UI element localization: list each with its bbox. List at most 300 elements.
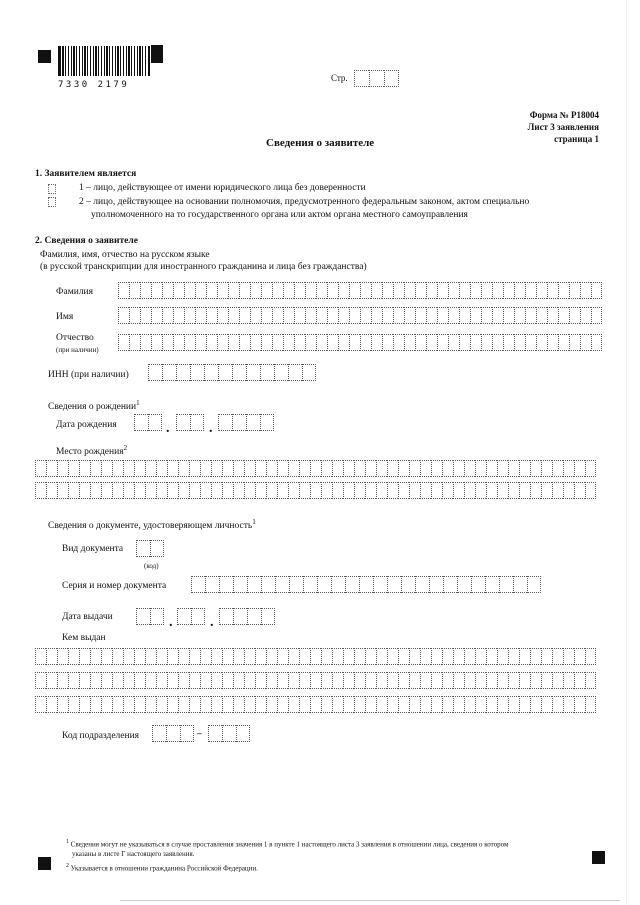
input-cell[interactable] [508,482,519,499]
input-cell[interactable] [156,648,167,665]
inn-field[interactable] [148,364,316,381]
input-cell[interactable] [129,282,140,299]
input-cell[interactable] [591,307,602,324]
input-cell[interactable] [222,648,233,665]
input-cell[interactable] [266,460,277,477]
input-cell[interactable] [481,334,492,351]
input-cell[interactable] [393,334,404,351]
input-cell[interactable] [46,482,57,499]
input-cell[interactable] [387,576,401,593]
input-cell[interactable] [464,696,475,713]
input-cell[interactable] [387,460,398,477]
input-cell[interactable] [305,307,316,324]
input-cell[interactable] [90,696,101,713]
input-cell[interactable] [519,696,530,713]
input-cell[interactable] [288,364,302,381]
input-cell[interactable] [35,696,46,713]
input-cell[interactable] [299,460,310,477]
input-cell[interactable] [260,364,274,381]
input-cell[interactable] [90,672,101,689]
input-cell[interactable] [294,334,305,351]
input-cell[interactable] [236,725,250,742]
input-cell[interactable] [503,282,514,299]
input-cell[interactable] [345,576,359,593]
input-cell[interactable] [166,725,180,742]
input-cell[interactable] [527,576,541,593]
input-cell[interactable] [437,282,448,299]
input-cell[interactable] [492,282,503,299]
input-cell[interactable] [426,307,437,324]
input-cell[interactable] [321,460,332,477]
input-cell[interactable] [250,307,261,324]
input-cell[interactable] [303,576,317,593]
input-cell[interactable] [376,696,387,713]
input-cell[interactable] [217,334,228,351]
input-cell[interactable] [211,648,222,665]
doc-series-field[interactable] [191,576,541,593]
input-cell[interactable] [189,672,200,689]
input-cell[interactable] [195,282,206,299]
input-cell[interactable] [156,460,167,477]
input-cell[interactable] [190,414,204,431]
input-cell[interactable] [349,334,360,351]
input-cell[interactable] [429,576,443,593]
input-cell[interactable] [173,334,184,351]
input-cell[interactable] [136,540,150,557]
input-cell[interactable] [530,696,541,713]
input-cell[interactable] [415,307,426,324]
input-cell[interactable] [261,307,272,324]
input-cell[interactable] [178,460,189,477]
input-cell[interactable] [536,334,547,351]
input-cell[interactable] [101,460,112,477]
input-cell[interactable] [299,482,310,499]
input-cell[interactable] [585,482,596,499]
input-cell[interactable] [233,672,244,689]
input-cell[interactable] [195,334,206,351]
input-cell[interactable] [112,460,123,477]
input-cell[interactable] [486,460,497,477]
input-cell[interactable] [232,364,246,381]
input-cell[interactable] [569,334,580,351]
input-cell[interactable] [162,282,173,299]
input-cell[interactable] [453,696,464,713]
input-cell[interactable] [184,334,195,351]
input-cell[interactable] [453,648,464,665]
input-cell[interactable] [162,334,173,351]
input-cell[interactable] [261,576,275,593]
input-cell[interactable] [475,648,486,665]
input-cell[interactable] [471,576,485,593]
input-cell[interactable] [228,307,239,324]
input-cell[interactable] [541,460,552,477]
input-cell[interactable] [217,307,228,324]
input-cell[interactable] [470,334,481,351]
input-cell[interactable] [580,307,591,324]
input-cell[interactable] [525,307,536,324]
input-cell[interactable] [541,696,552,713]
input-cell[interactable] [211,482,222,499]
input-cell[interactable] [167,672,178,689]
input-cell[interactable] [112,482,123,499]
input-cell[interactable] [563,482,574,499]
option1-checkbox[interactable] [48,184,56,194]
birth-place-field-row2[interactable] [35,482,596,499]
input-cell[interactable] [233,482,244,499]
input-cell[interactable] [246,364,260,381]
input-cell[interactable] [552,696,563,713]
issued-by-field-row3[interactable] [35,696,596,713]
input-cell[interactable] [360,282,371,299]
input-cell[interactable] [481,307,492,324]
input-cell[interactable] [178,672,189,689]
input-cell[interactable] [266,482,277,499]
input-cell[interactable] [464,482,475,499]
input-cell[interactable] [250,282,261,299]
input-cell[interactable] [200,672,211,689]
input-cell[interactable] [563,460,574,477]
input-cell[interactable] [145,696,156,713]
input-cell[interactable] [101,696,112,713]
patronymic-field[interactable] [118,334,602,351]
input-cell[interactable] [492,307,503,324]
input-cell[interactable] [409,696,420,713]
input-cell[interactable] [123,482,134,499]
input-cell[interactable] [218,414,232,431]
input-cell[interactable] [277,648,288,665]
input-cell[interactable] [359,576,373,593]
input-cell[interactable] [563,696,574,713]
input-cell[interactable] [310,460,321,477]
input-cell[interactable] [343,672,354,689]
input-cell[interactable] [354,648,365,665]
input-cell[interactable] [134,482,145,499]
input-cell[interactable] [184,282,195,299]
input-cell[interactable] [272,334,283,351]
input-cell[interactable] [283,334,294,351]
input-cell[interactable] [464,460,475,477]
input-cell[interactable] [354,672,365,689]
input-cell[interactable] [118,334,129,351]
input-cell[interactable] [173,282,184,299]
input-cell[interactable] [46,648,57,665]
doc-type-field[interactable] [136,540,164,557]
input-cell[interactable] [499,576,513,593]
input-cell[interactable] [343,648,354,665]
input-cell[interactable] [508,696,519,713]
input-cell[interactable] [360,334,371,351]
input-cell[interactable] [349,307,360,324]
input-cell[interactable] [508,460,519,477]
input-cell[interactable] [255,648,266,665]
input-cell[interactable] [525,334,536,351]
input-cell[interactable] [244,482,255,499]
issue-day-field[interactable] [136,608,164,625]
input-cell[interactable] [233,576,247,593]
input-cell[interactable] [150,608,164,625]
input-cell[interactable] [574,482,585,499]
input-cell[interactable] [148,414,162,431]
input-cell[interactable] [530,648,541,665]
input-cell[interactable] [246,414,260,431]
input-cell[interactable] [68,648,79,665]
input-cell[interactable] [79,648,90,665]
input-cell[interactable] [552,648,563,665]
input-cell[interactable] [222,696,233,713]
input-cell[interactable] [195,307,206,324]
input-cell[interactable] [206,334,217,351]
input-cell[interactable] [420,696,431,713]
input-cell[interactable] [288,482,299,499]
input-cell[interactable] [437,307,448,324]
input-cell[interactable] [492,334,503,351]
input-cell[interactable] [332,648,343,665]
input-cell[interactable] [470,282,481,299]
input-cell[interactable] [274,364,288,381]
input-cell[interactable] [591,334,602,351]
input-cell[interactable] [415,334,426,351]
input-cell[interactable] [162,307,173,324]
input-cell[interactable] [145,672,156,689]
input-cell[interactable] [497,648,508,665]
input-cell[interactable] [123,648,134,665]
input-cell[interactable] [453,460,464,477]
input-cell[interactable] [180,725,194,742]
input-cell[interactable] [327,282,338,299]
input-cell[interactable] [189,460,200,477]
input-cell[interactable] [211,696,222,713]
input-cell[interactable] [420,648,431,665]
input-cell[interactable] [497,460,508,477]
input-cell[interactable] [299,648,310,665]
input-cell[interactable] [398,648,409,665]
input-cell[interactable] [443,576,457,593]
input-cell[interactable] [519,482,530,499]
input-cell[interactable] [431,696,442,713]
input-cell[interactable] [448,307,459,324]
input-cell[interactable] [46,672,57,689]
input-cell[interactable] [420,460,431,477]
input-cell[interactable] [519,460,530,477]
input-cell[interactable] [184,307,195,324]
input-cell[interactable] [426,282,437,299]
input-cell[interactable] [547,307,558,324]
input-cell[interactable] [442,696,453,713]
input-cell[interactable] [68,672,79,689]
surname-field[interactable] [118,282,602,299]
input-cell[interactable] [503,334,514,351]
input-cell[interactable] [513,576,527,593]
input-cell[interactable] [409,648,420,665]
input-cell[interactable] [200,482,211,499]
input-cell[interactable] [239,307,250,324]
input-cell[interactable] [365,696,376,713]
input-cell[interactable] [156,672,167,689]
input-cell[interactable] [134,696,145,713]
input-cell[interactable] [260,414,274,431]
input-cell[interactable] [57,696,68,713]
input-cell[interactable] [409,672,420,689]
input-cell[interactable] [189,696,200,713]
input-cell[interactable] [289,576,303,593]
input-cell[interactable] [459,307,470,324]
input-cell[interactable] [398,482,409,499]
birth-year-field[interactable] [218,414,274,431]
input-cell[interactable] [574,460,585,477]
input-cell[interactable] [206,282,217,299]
input-cell[interactable] [354,482,365,499]
input-cell[interactable] [415,282,426,299]
input-cell[interactable] [206,307,217,324]
input-cell[interactable] [365,460,376,477]
input-cell[interactable] [563,672,574,689]
input-cell[interactable] [173,307,184,324]
input-cell[interactable] [167,460,178,477]
input-cell[interactable] [475,460,486,477]
input-cell[interactable] [431,648,442,665]
input-cell[interactable] [266,672,277,689]
input-cell[interactable] [321,672,332,689]
input-cell[interactable] [310,648,321,665]
input-cell[interactable] [409,460,420,477]
input-cell[interactable] [310,482,321,499]
option2-checkbox[interactable] [48,197,56,207]
input-cell[interactable] [459,282,470,299]
input-cell[interactable] [123,460,134,477]
input-cell[interactable] [321,696,332,713]
input-cell[interactable] [514,334,525,351]
input-cell[interactable] [190,364,204,381]
input-cell[interactable] [354,460,365,477]
input-cell[interactable] [247,608,261,625]
issued-by-field-row1[interactable] [35,648,596,665]
input-cell[interactable] [288,672,299,689]
input-cell[interactable] [373,576,387,593]
input-cell[interactable] [409,482,420,499]
input-cell[interactable] [46,696,57,713]
input-cell[interactable] [261,608,275,625]
input-cell[interactable] [189,648,200,665]
input-cell[interactable] [208,725,222,742]
input-cell[interactable] [176,414,190,431]
input-cell[interactable] [530,672,541,689]
input-cell[interactable] [35,672,46,689]
input-cell[interactable] [167,696,178,713]
input-cell[interactable] [151,282,162,299]
input-cell[interactable] [442,672,453,689]
input-cell[interactable] [343,482,354,499]
input-cell[interactable] [90,460,101,477]
input-cell[interactable] [580,282,591,299]
input-cell[interactable] [134,460,145,477]
input-cell[interactable] [547,282,558,299]
input-cell[interactable] [558,334,569,351]
input-cell[interactable] [382,307,393,324]
input-cell[interactable] [310,672,321,689]
input-cell[interactable] [112,672,123,689]
input-cell[interactable] [569,307,580,324]
input-cell[interactable] [536,282,547,299]
input-cell[interactable] [376,482,387,499]
input-cell[interactable] [151,334,162,351]
input-cell[interactable] [219,608,233,625]
input-cell[interactable] [376,672,387,689]
division-code-part1[interactable] [152,725,194,742]
input-cell[interactable] [151,307,162,324]
input-cell[interactable] [431,460,442,477]
input-cell[interactable] [57,672,68,689]
input-cell[interactable] [442,648,453,665]
input-cell[interactable] [162,364,176,381]
input-cell[interactable] [453,672,464,689]
input-cell[interactable] [317,576,331,593]
input-cell[interactable] [205,576,219,593]
input-cell[interactable] [152,725,166,742]
input-cell[interactable] [387,696,398,713]
input-cell[interactable] [228,334,239,351]
input-cell[interactable] [574,672,585,689]
input-cell[interactable] [376,460,387,477]
input-cell[interactable] [178,482,189,499]
input-cell[interactable] [514,282,525,299]
input-cell[interactable] [167,482,178,499]
input-cell[interactable] [79,672,90,689]
input-cell[interactable] [316,307,327,324]
input-cell[interactable] [448,334,459,351]
input-cell[interactable] [547,334,558,351]
input-cell[interactable] [255,696,266,713]
input-cell[interactable] [35,460,46,477]
input-cell[interactable] [365,672,376,689]
input-cell[interactable] [354,696,365,713]
input-cell[interactable] [145,482,156,499]
input-cell[interactable] [101,672,112,689]
input-cell[interactable] [90,648,101,665]
input-cell[interactable] [475,672,486,689]
input-cell[interactable] [569,282,580,299]
input-cell[interactable] [310,696,321,713]
input-cell[interactable] [365,648,376,665]
input-cell[interactable] [178,648,189,665]
input-cell[interactable] [327,334,338,351]
input-cell[interactable] [508,672,519,689]
input-cell[interactable] [222,482,233,499]
input-cell[interactable] [376,648,387,665]
input-cell[interactable] [272,307,283,324]
input-cell[interactable] [200,460,211,477]
input-cell[interactable] [217,282,228,299]
input-cell[interactable] [255,460,266,477]
input-cell[interactable] [338,282,349,299]
input-cell[interactable] [145,648,156,665]
input-cell[interactable] [299,696,310,713]
input-cell[interactable] [382,334,393,351]
input-cell[interactable] [275,576,289,593]
input-cell[interactable] [299,672,310,689]
input-cell[interactable] [321,482,332,499]
input-cell[interactable] [255,672,266,689]
input-cell[interactable] [558,307,569,324]
input-cell[interactable] [475,696,486,713]
input-cell[interactable] [191,608,205,625]
input-cell[interactable] [332,482,343,499]
input-cell[interactable] [79,482,90,499]
input-cell[interactable] [525,282,536,299]
input-cell[interactable] [371,307,382,324]
input-cell[interactable] [387,648,398,665]
input-cell[interactable] [415,576,429,593]
input-cell[interactable] [250,334,261,351]
